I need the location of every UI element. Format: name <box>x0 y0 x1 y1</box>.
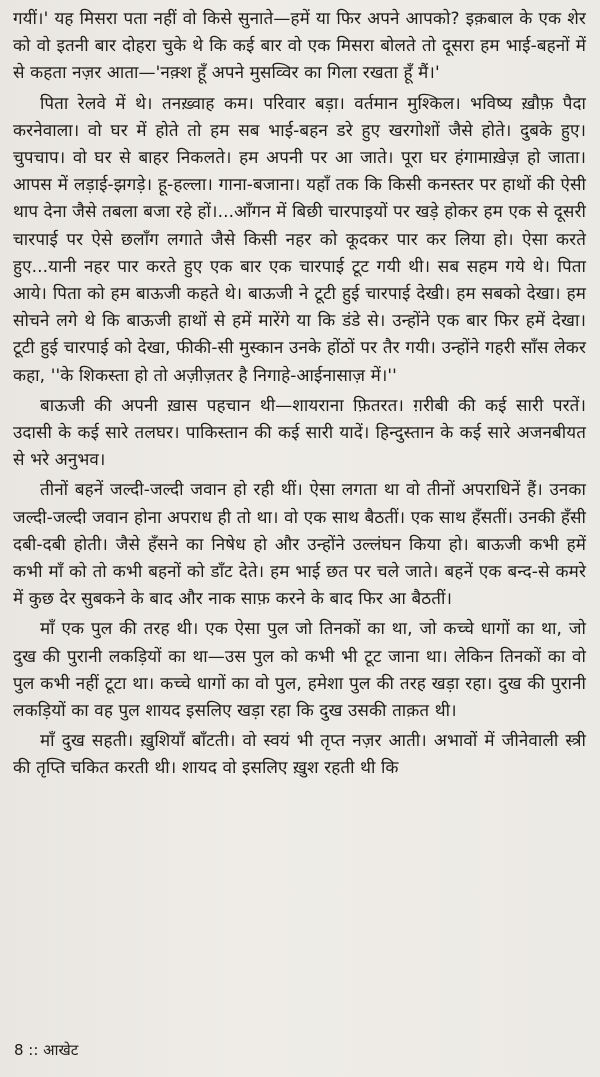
paragraph-mother-sorrow: माँ दुख सहती। ख़ुशियाँ बाँटती। वो स्वयं भी तृप्त नज़र आती। अभावों में जीनेवाली स्त्री की तृप्ति चकित करती थी। शायद वो इसलिए ख़ुश रहती थी कि <box>13 731 586 779</box>
paragraph-continuation: गयीं।' यह मिसरा पता नहीं वो किसे सुनाते—हमें या फिर अपने आपको? इक़बाल के एक शेर को वो इतनी बार दोहरा चुके थे कि कई बार वो एक मिसरा बोलते तो दूसरा हम भाई-बहनों में से कहता नज़र आता—'नक़्श हूँ अपने मुसव्विर का गिला रखता हूँ मैं।' <box>13 9 586 84</box>
page-body <box>13 6 586 783</box>
paragraph-bauji: बाऊजी की अपनी ख़ास पहचान थी—शायराना फ़ितरत। ग़रीबी की कई सारी परतें। उदासी के कई सारे तलघर। पाकिस्तान की कई सारी यादें। हिन्दुस्तान के कई सारे अजनबीयत से भरे अनुभव। <box>13 395 586 471</box>
paragraph-father: पिता रेलवे में थे। तनख़्वाह कम। परिवार बड़ा। वर्तमान मुश्किल। भविष्य ख़ौफ़ पैदा करनेवाला। वो घर में होते तो हम सब भाई-बहन डरे हुए खरगोशों जैसे होते। दुबके हुए। चुपचाप। वो घर से बाहर निकलते। हम अपनी पर आ जाते। पूरा घर हंगामाख़ेज़ हो जाता। आपस में लड़ाई-झगड़े। हू-हल्ला। गाना-बजाना। यहाँ तक कि किसी कनस्तर पर हाथों की ऐसी थाप देना जैसे तबला बजा रहे हों।...आँगन में बिछी चारपाइयों पर खड़े होकर हम एक से दूसरी चारपाई पर ऐसे छलाँग लगाते जैसे किसी नहर को कूदकर पार कर लिया हो। ऐसा करते हुए...यानी नहर पार करते हुए एक बार एक चारपाई टूट गयी थी। सब सहम गये थे। पिता आये। पिता को हम बाऊजी कहते थे। बाऊजी ने टूटी हुई चारपाई देखी। हम सबको देखा। हम सोचने लगे थे कि बाऊजी हाथों से हमें मारेंगे या कि डंडे से। उन्होंने एक बार फिर हमें देखा। टूटी हुई चारपाई को देखा, फीकी-सी मुस्कान उनके होंठों पर तैर गयी। उन्होंने गहरी साँस लेकर कहा, ''के शिकस्ता हो तो अज़ीज़तर है निगाहे-आईनासाज़ में।'' <box>13 93 586 386</box>
paragraph-sisters: तीनों बहनें जल्दी-जल्दी जवान हो रही थीं। ऐसा लगता था वो तीनों अपराधिनें हैं। उनका जल्दी-जल्दी जवान होना अपराध ही तो था। वो एक साथ बैठतीं। एक साथ हँसतीं। उनकी हँसी दबी-दबी होती। जैसे हँसने का निषेध हो और उन्होंने उल्लंघन किया हो। बाऊजी कभी हमें कभी माँ को तो कभी बहनों को डाँट देते। हम भाई छत पर चले जाते। बहनें एक बन्द-से कमरे में कुछ देर सुबकने के बाद और नाक साफ़ करने के बाद फिर आ बैठतीं। <box>13 480 586 610</box>
paragraph-mother-bridge: माँ एक पुल की तरह थी। एक ऐसा पुल जो तिनकों का था, जो कच्चे धागों का था, जो दुख की पुरानी लकड़ियों का था—उस पुल को कभी भी टूट जाना था। लेकिन तिनकों का वो पुल कभी नहीं टूटा था। कच्चे धागों का वो पुल, हमेशा पुल की तरह खड़ा रहा। दुख की पुरानी लकड़ियों का वह पुल शायद इसलिए खड़ा रहा कि दुख उसकी ताक़त थी। <box>13 619 586 722</box>
page-footer: 8 :: आखेट <box>14 1041 79 1059</box>
